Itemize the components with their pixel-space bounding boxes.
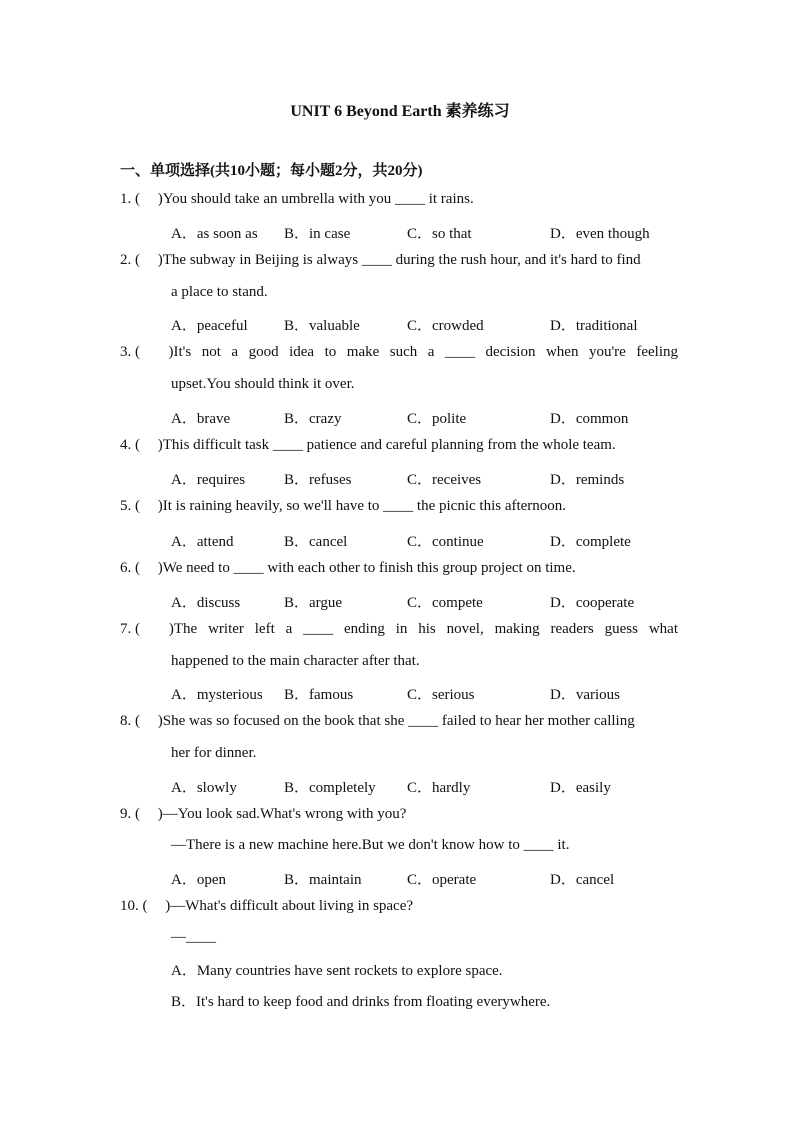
answer-blank[interactable]: ): [157, 713, 163, 729]
answer-blank[interactable]: ): [168, 344, 174, 360]
option-a: A．peaceful: [171, 318, 248, 334]
question-2: [120, 252, 680, 269]
option-a: A．open: [171, 872, 226, 888]
question-number: 2. (: [120, 252, 140, 268]
answer-blank[interactable]: ): [165, 898, 171, 914]
question-7: [120, 621, 678, 638]
question-5: [120, 498, 680, 515]
option-b: B．completely: [284, 780, 376, 796]
option-d: D．reminds: [550, 472, 625, 488]
option-b: B．It's hard to keep food and drinks from floating everywhere.: [171, 994, 551, 1010]
answer-blank[interactable]: ): [157, 560, 163, 576]
section-heading: 一、单项选择(共10小题；每小题2分，共20分): [120, 163, 423, 179]
option-b: B．refuses: [284, 472, 352, 488]
question-text: It is raining heavily, so we'll have to ____ the picnic this afternoon.: [162, 498, 567, 514]
question-number: 6. (: [120, 560, 140, 576]
option-b: B．in case: [284, 226, 351, 242]
question-number: 8. (: [120, 713, 140, 729]
option-d: D．common: [550, 411, 629, 427]
option-b: B．crazy: [284, 411, 342, 427]
option-a: A．Many countries have sent rockets to explore space.: [171, 963, 503, 979]
question-number: 9. (: [120, 806, 140, 822]
question-text: This difficult task ____ patience and careful planning from the whole team.: [162, 437, 616, 453]
answer-blank[interactable]: ): [168, 621, 174, 637]
question-number: 10. (: [120, 898, 148, 914]
question-8: [120, 713, 680, 730]
question-number: 4. (: [120, 437, 140, 453]
question-text: —What's difficult about living in space?: [170, 898, 414, 914]
question-text-cont: upset.You should think it over.: [171, 376, 355, 392]
option-a: A．attend: [171, 534, 234, 550]
answer-blank[interactable]: ): [157, 437, 163, 453]
answer-blank[interactable]: ): [157, 498, 163, 514]
option-b: B．argue: [284, 595, 343, 611]
question-text: It's not a good idea to make such a ____ decision when you're feeling: [173, 344, 678, 360]
option-c: C．continue: [407, 534, 484, 550]
question-text: The subway in Beijing is always ____ during the rush hour, and it's hard to find: [162, 252, 641, 268]
question-number: 7. (: [120, 621, 140, 637]
question-4: [120, 437, 680, 454]
option-d: D．complete: [550, 534, 631, 550]
question-text: The writer left a ____ ending in his novel, making readers guess what: [173, 621, 678, 637]
option-c: C．crowded: [407, 318, 484, 334]
question-number: 1. (: [120, 191, 140, 207]
option-d: D．cooperate: [550, 595, 635, 611]
answer-blank[interactable]: ): [157, 252, 163, 268]
question-number: 3. (: [120, 344, 140, 360]
question-text-cont: happened to the main character after that.: [171, 653, 420, 669]
option-a: A．mysterious: [171, 687, 263, 703]
option-c: C．receives: [407, 472, 482, 488]
question-text-cont: her for dinner.: [171, 745, 257, 761]
question-9: [120, 806, 680, 823]
option-c: C．polite: [407, 411, 467, 427]
option-a: A．slowly: [171, 780, 237, 796]
option-a: A．discuss: [171, 595, 241, 611]
option-b: B．valuable: [284, 318, 360, 334]
question-number: 5. (: [120, 498, 140, 514]
option-c: C．serious: [407, 687, 475, 703]
option-d: D．traditional: [550, 318, 638, 334]
option-d: D．easily: [550, 780, 611, 796]
option-c: C．operate: [407, 872, 477, 888]
question-6: [120, 560, 680, 577]
question-3: [120, 344, 678, 361]
option-c: C．hardly: [407, 780, 471, 796]
option-c: C．so that: [407, 226, 472, 242]
option-c: C．compete: [407, 595, 483, 611]
question-text-cont: a place to stand.: [171, 284, 268, 300]
question-text-cont: —____: [171, 929, 216, 945]
question-10: [120, 898, 680, 915]
page-title: UNIT 6 Beyond Earth 素养练习: [290, 103, 510, 120]
option-b: B．maintain: [284, 872, 362, 888]
question-text: She was so focused on the book that she ____ failed to hear her mother calling: [162, 713, 635, 729]
question-1: [120, 191, 680, 208]
option-a: A．brave: [171, 411, 231, 427]
answer-blank[interactable]: ): [157, 806, 163, 822]
question-text: We need to ____ with each other to finish this group project on time.: [162, 560, 576, 576]
option-d: D．even though: [550, 226, 650, 242]
question-text: You should take an umbrella with you ____ it rains.: [162, 191, 474, 207]
answer-blank[interactable]: ): [157, 191, 163, 207]
question-text: —You look sad.What's wrong with you?: [162, 806, 407, 822]
option-d: D．various: [550, 687, 620, 703]
option-a: A．requires: [171, 472, 246, 488]
option-d: D．cancel: [550, 872, 615, 888]
option-a: A．as soon as: [171, 226, 258, 242]
option-b: B．cancel: [284, 534, 348, 550]
question-text-cont: —There is a new machine here.But we don't know how to ____ it.: [171, 837, 570, 853]
option-b: B．famous: [284, 687, 354, 703]
